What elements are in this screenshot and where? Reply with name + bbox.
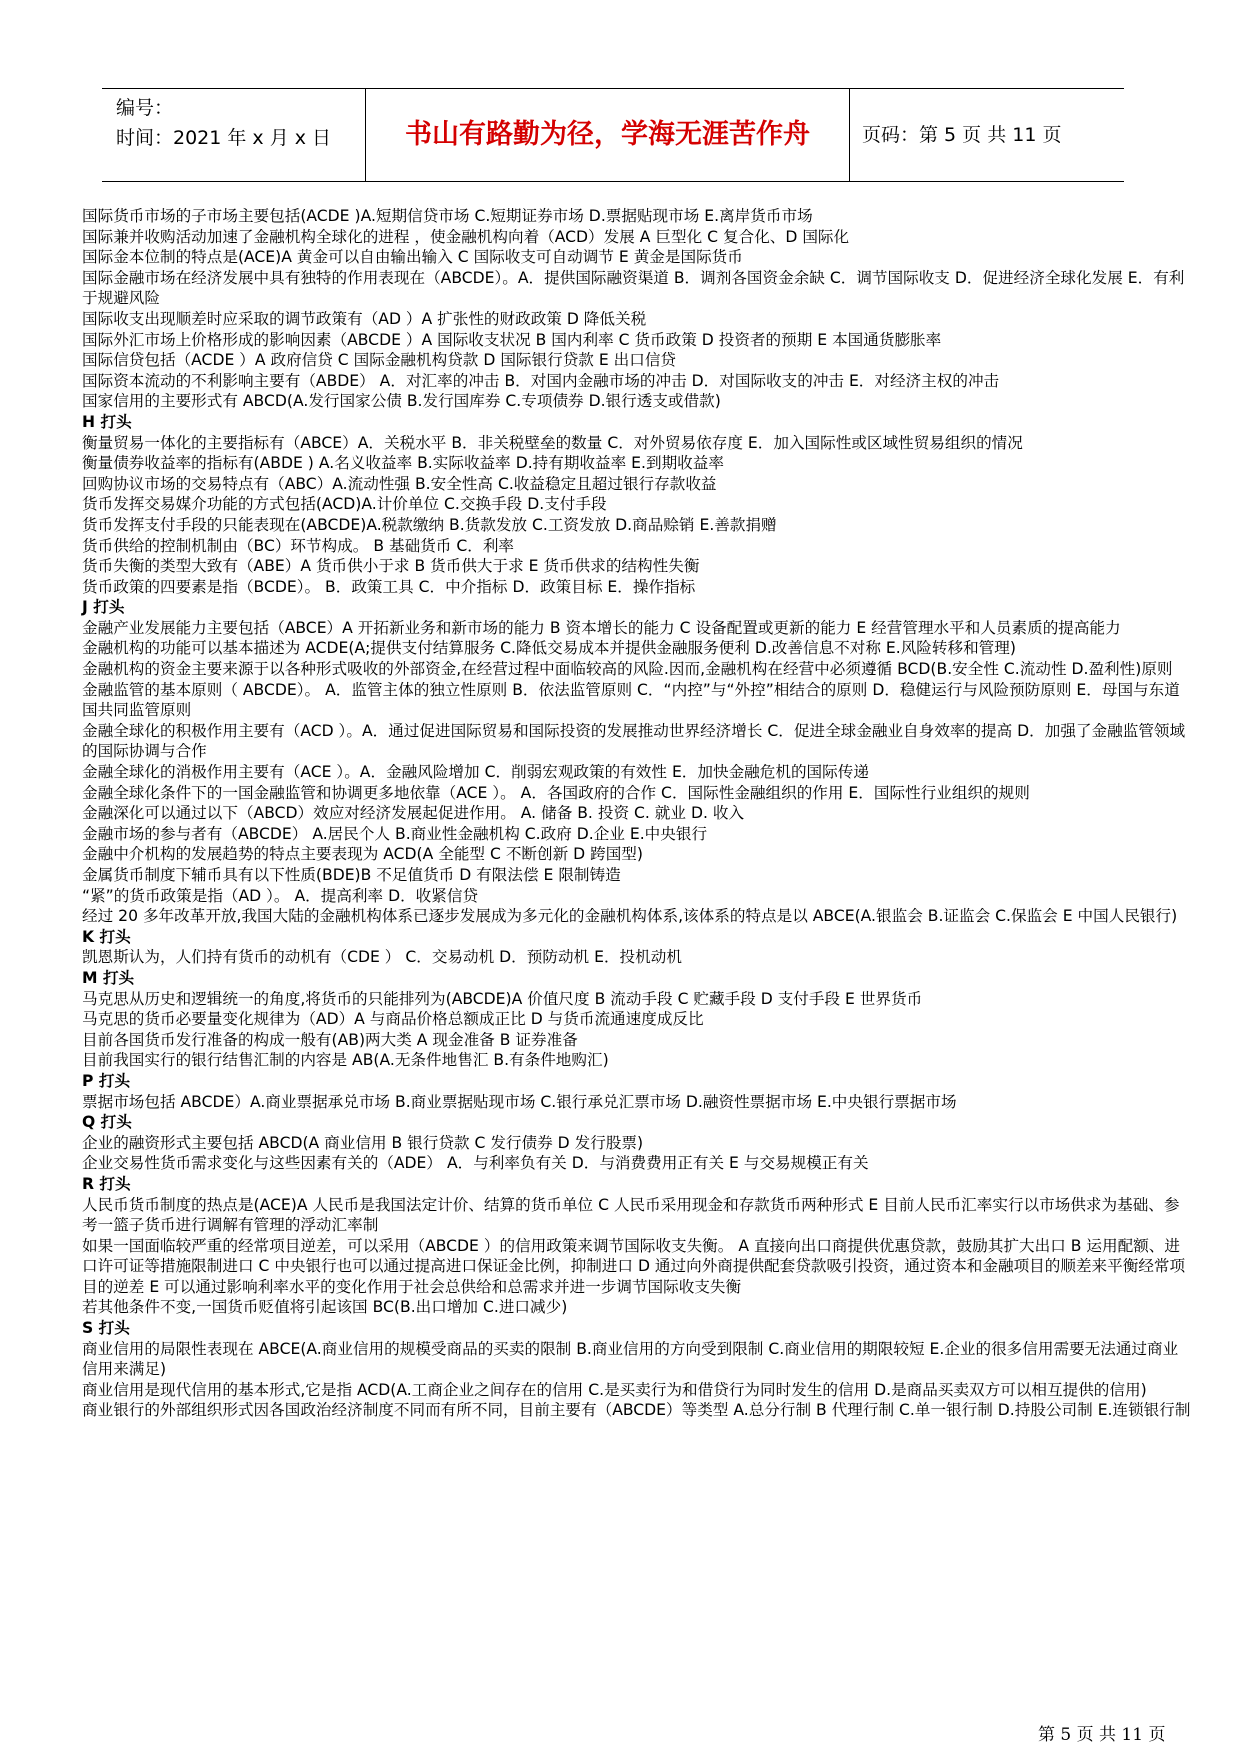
header-motto: 书山有路勤为径，学海无涯苦作舟 <box>366 89 850 181</box>
question-line: 国际金融市场在经济发展中具有独特的作用表现在（ABCDE）。A．提供国际融资渠道 B．调剂各国资金余缺 C．调节国际收支 D．促进经济全球化发展 E．有利于规避风险 <box>82 268 1185 308</box>
question-line: 商业银行的外部组织形式因各国政治经济制度不同而有所不同，目前主要有（ABCDE）等类型 A.总分行制 B 代理行制 C.单一银行制 D.持股公司制 E.连锁银行制 <box>82 1401 1191 1420</box>
question-line: 国际收支出现顺差时应采取的调节政策有（AD ）A 扩张性的财政政策 D 降低关税 <box>82 309 647 328</box>
document-number-label: 编号： <box>116 97 174 119</box>
section-heading: J 打头 <box>82 598 125 617</box>
section-heading: M 打头 <box>82 968 135 987</box>
section-heading: S 打头 <box>82 1319 130 1338</box>
question-line: 凯恩斯认为，人们持有货币的动机有（CDE ） C．交易动机 D．预防动机 E．投机动机 <box>82 948 682 967</box>
question-line: 货币发挥支付手段的只能表现在(ABCDE)A.税款缴纳 B.货款发放 C.工资发放 D.商品赊销 E.善款捐赠 <box>82 515 777 534</box>
question-line: 商业信用的局限性表现在 ABCE(A.商业信用的规模受商品的买卖的限制 B.商业信用的方向受到限制 C.商业信用的期限较短 E.企业的很多信用需要无法通过商业信用来满足) <box>82 1339 1179 1379</box>
question-line: 马克思的货币必要量变化规律为（AD）A 与商品价格总额成正比 D 与货币流通速度成反比 <box>82 1010 704 1029</box>
question-line: 国际资本流动的不利影响主要有（ABDE） A．对汇率的冲击 B．对国内金融市场的冲击 D．对国际收支的冲击 E．对经济主权的冲击 <box>82 371 1000 390</box>
question-line: 目前我国实行的银行结售汇制的内容是 AB(A.无条件地售汇 B.有条件地购汇) <box>82 1051 609 1070</box>
question-line: 回购协议市场的交易特点有（ABC）A.流动性强 B.安全性高 C.收益稳定且超过银行存款收益 <box>82 474 717 493</box>
question-line: 国际信贷包括（ACDE ）A 政府信贷 C 国际金融机构贷款 D 国际银行贷款 E 出口信贷 <box>82 351 677 370</box>
question-line: 金融全球化的消极作用主要有（ACE ）。A．金融风险增加 C．削弱宏观政策的有效性 E．加快金融危机的国际传递 <box>82 763 869 782</box>
question-line: 经过 20 多年改革开放,我国大陆的金融机构体系已逐步发展成为多元化的金融机构体系,该体系的特点是以 ABCE(A.银监会 B.证监会 C.保监会 E 中国人民银行) <box>82 907 1178 926</box>
question-line: “紧”的货币政策是指（AD ）。 A．提高利率 D．收紧信贷 <box>82 886 479 905</box>
question-line: 国际货币市场的子市场主要包括(ACDE )A.短期信贷市场 C.短期证券市场 D.票据贴现市场 E.离岸货币市场 <box>82 207 813 225</box>
question-line: 马克思从历史和逻辑统一的角度,将货币的只能排列为(ABCDE)A 价值尺度 B 流动手段 C 贮藏手段 D 支付手段 E 世界货币 <box>82 989 923 1008</box>
question-line: 金融产业发展能力主要包括（ABCE）A 开拓新业务和新市场的能力 B 资本增长的能力 C 设备配置或更新的能力 E 经营管理水平和人员素质的提高能力 <box>82 618 1121 637</box>
question-line: 企业的融资形式主要包括 ABCD(A 商业信用 B 银行贷款 C 发行债券 D 发行股票) <box>82 1133 644 1152</box>
question-line: 国际兼并收购活动加速了金融机构全球化的进程 ，使金融机构向着（ACD）发展 A 巨型化 C 复合化、D 国际化 <box>82 227 850 246</box>
header-meta <box>102 89 366 181</box>
page-footer: 第 5 页 共 11 页 <box>1038 1725 1166 1745</box>
page-header <box>102 88 1124 182</box>
question-line: 票据市场包括 ABCDE）A.商业票据承兑市场 B.商业票据贴现市场 C.银行承兑汇票市场 D.融资性票据市场 E.中央银行票据市场 <box>82 1092 957 1111</box>
question-line: 货币政策的四要素是指（BCDE）。 B．政策工具 C．中介指标 D．政策目标 E．操作指标 <box>82 577 696 596</box>
question-line: 金融监管的基本原则（ ABCDE）。 A．监管主体的独立性原则 B．依法监管原则 C．“内控”与“外控”相结合的原则 D．稳健运行与风险预防原则 E．母国与东道国共同监管原则 <box>82 680 1180 720</box>
question-line: 金融市场的参与者有（ABCDE） A.居民个人 B.商业性金融机构 C.政府 D.企业 E.中央银行 <box>82 824 708 843</box>
question-line: 金融全球化的积极作用主要有（ACD ）。A．通过促进国际贸易和国际投资的发展推动世界经济增长 C．促进全球金融业自身效率的提高 D．加强了金融监管领域的国际协调与合作 <box>82 721 1186 761</box>
section-heading: H 打头 <box>82 412 132 431</box>
question-line: 金融机构的资金主要来源于以各种形式吸收的外部资金,在经营过程中面临较高的风险.因而,金融机构在经营中必须遵循 BCD(B.安全性 C.流动性 D.盈利性)原则 <box>82 660 1173 679</box>
question-line: 国家信用的主要形式有 ABCD(A.发行国家公债 B.发行国库券 C.专项债券 D.银行透支或借款) <box>82 392 721 411</box>
question-line: 企业交易性货币需求变化与这些因素有关的（ADE） A．与利率负有关 D．与消费费用正有关 E 与交易规模正有关 <box>82 1154 869 1173</box>
question-line: 国际金本位制的特点是(ACE)A 黄金可以自由输出输入 C 国际收支可自动调节 E 黄金是国际货币 <box>82 248 743 267</box>
document-time-label: 时间：2021 年 x 月 x 日 <box>116 127 332 149</box>
question-line: 货币发挥交易媒介功能的方式包括(ACD)A.计价单位 C.交换手段 D.支付手段 <box>82 495 607 514</box>
question-line: 衡量债券收益率的指标有(ABDE ) A.名义收益率 B.实际收益率 D.持有期收益率 E.到期收益率 <box>82 454 724 473</box>
question-line: 金融深化可以通过以下（ABCD）效应对经济发展起促进作用。 A. 储备 B. 投资 C. 就业 D. 收入 <box>82 804 745 823</box>
question-line: 人民币货币制度的热点是(ACE)A 人民币是我国法定计价、结算的货币单位 C 人民币采用现金和存款货币两种形式 E 目前人民币汇率实行以市场供求为基础、参考一篮子货币进行调解有管理的浮动汇率制 <box>82 1195 1180 1235</box>
question-line: 国际外汇市场上价格形成的影响因素（ABCDE ）A 国际收支状况 B 国内利率 C 货币政策 D 投资者的预期 E 本国通货膨胀率 <box>82 330 942 349</box>
section-heading: K 打头 <box>82 927 131 946</box>
question-line: 金融机构的功能可以基本描述为 ACDE(A;提供支付结算服务 C.降低交易成本并提供金融服务便利 D.改善信息不对称 E.风险转移和管理) <box>82 639 1016 658</box>
question-line: 如果一国面临较严重的经常项目逆差，可以采用（ABCDE ）的信用政策来调节国际收支失衡。 A 直接向出口商提供优惠贷款，鼓励其扩大出口 B 运用配额、进口许可证等措施限制进口 C 中央银行也可以通过提高进口保证金比例，抑制进口 D 通过向外商提供配套贷款吸引投资，通过资本和金融项目的顺差来平衡经常项目的逆差 E 可以通过影响利率水平的变化作用于社会总供给和总需求并进一步调节国际收支失衡 <box>82 1236 1186 1296</box>
section-heading: P 打头 <box>82 1071 131 1090</box>
question-line: 货币失衡的类型大致有（ABE）A 货币供小于求 B 货币供大于求 E 货币供求的结构性失衡 <box>82 557 700 576</box>
document-body <box>82 206 1192 1421</box>
header-page-number: 页码：第 5 页 共 11 页 <box>862 124 1062 146</box>
question-line: 货币供给的控制机制由（BC）环节构成。 B 基础货币 C．利率 <box>82 536 515 555</box>
question-line: 金属货币制度下辅币具有以下性质(BDE)B 不足值货币 D 有限法偿 E 限制铸造 <box>82 866 621 884</box>
question-line: 金融全球化条件下的一国金融监管和协调更多地依靠（ACE ）。 A．各国政府的合作 C．国际性金融组织的作用 E．国际性行业组织的规则 <box>82 783 1030 802</box>
question-line: 金融中介机构的发展趋势的特点主要表现为 ACD(A 全能型 C 不断创新 D 跨国型) <box>82 845 643 864</box>
question-line: 若其他条件不变,一国货币贬值将引起该国 BC(B.出口增加 C.进口减少) <box>82 1298 568 1317</box>
section-heading: R 打头 <box>82 1174 131 1193</box>
section-heading: Q 打头 <box>82 1113 132 1132</box>
question-line: 目前各国货币发行准备的构成一般有(AB)两大类 A 现金准备 B 证券准备 <box>82 1030 578 1049</box>
question-line: 衡量贸易一体化的主要指标有（ABCE）A．关税水平 B．非关税壁垒的数量 C．对外贸易依存度 E．加入国际性或区域性贸易组织的情况 <box>82 433 1023 452</box>
question-line: 商业信用是现代信用的基本形式,它是指 ACD(A.工商企业之间存在的信用 C.是买卖行为和借贷行为同时发生的信用 D.是商品买卖双方可以相互提供的信用) <box>82 1380 1147 1399</box>
